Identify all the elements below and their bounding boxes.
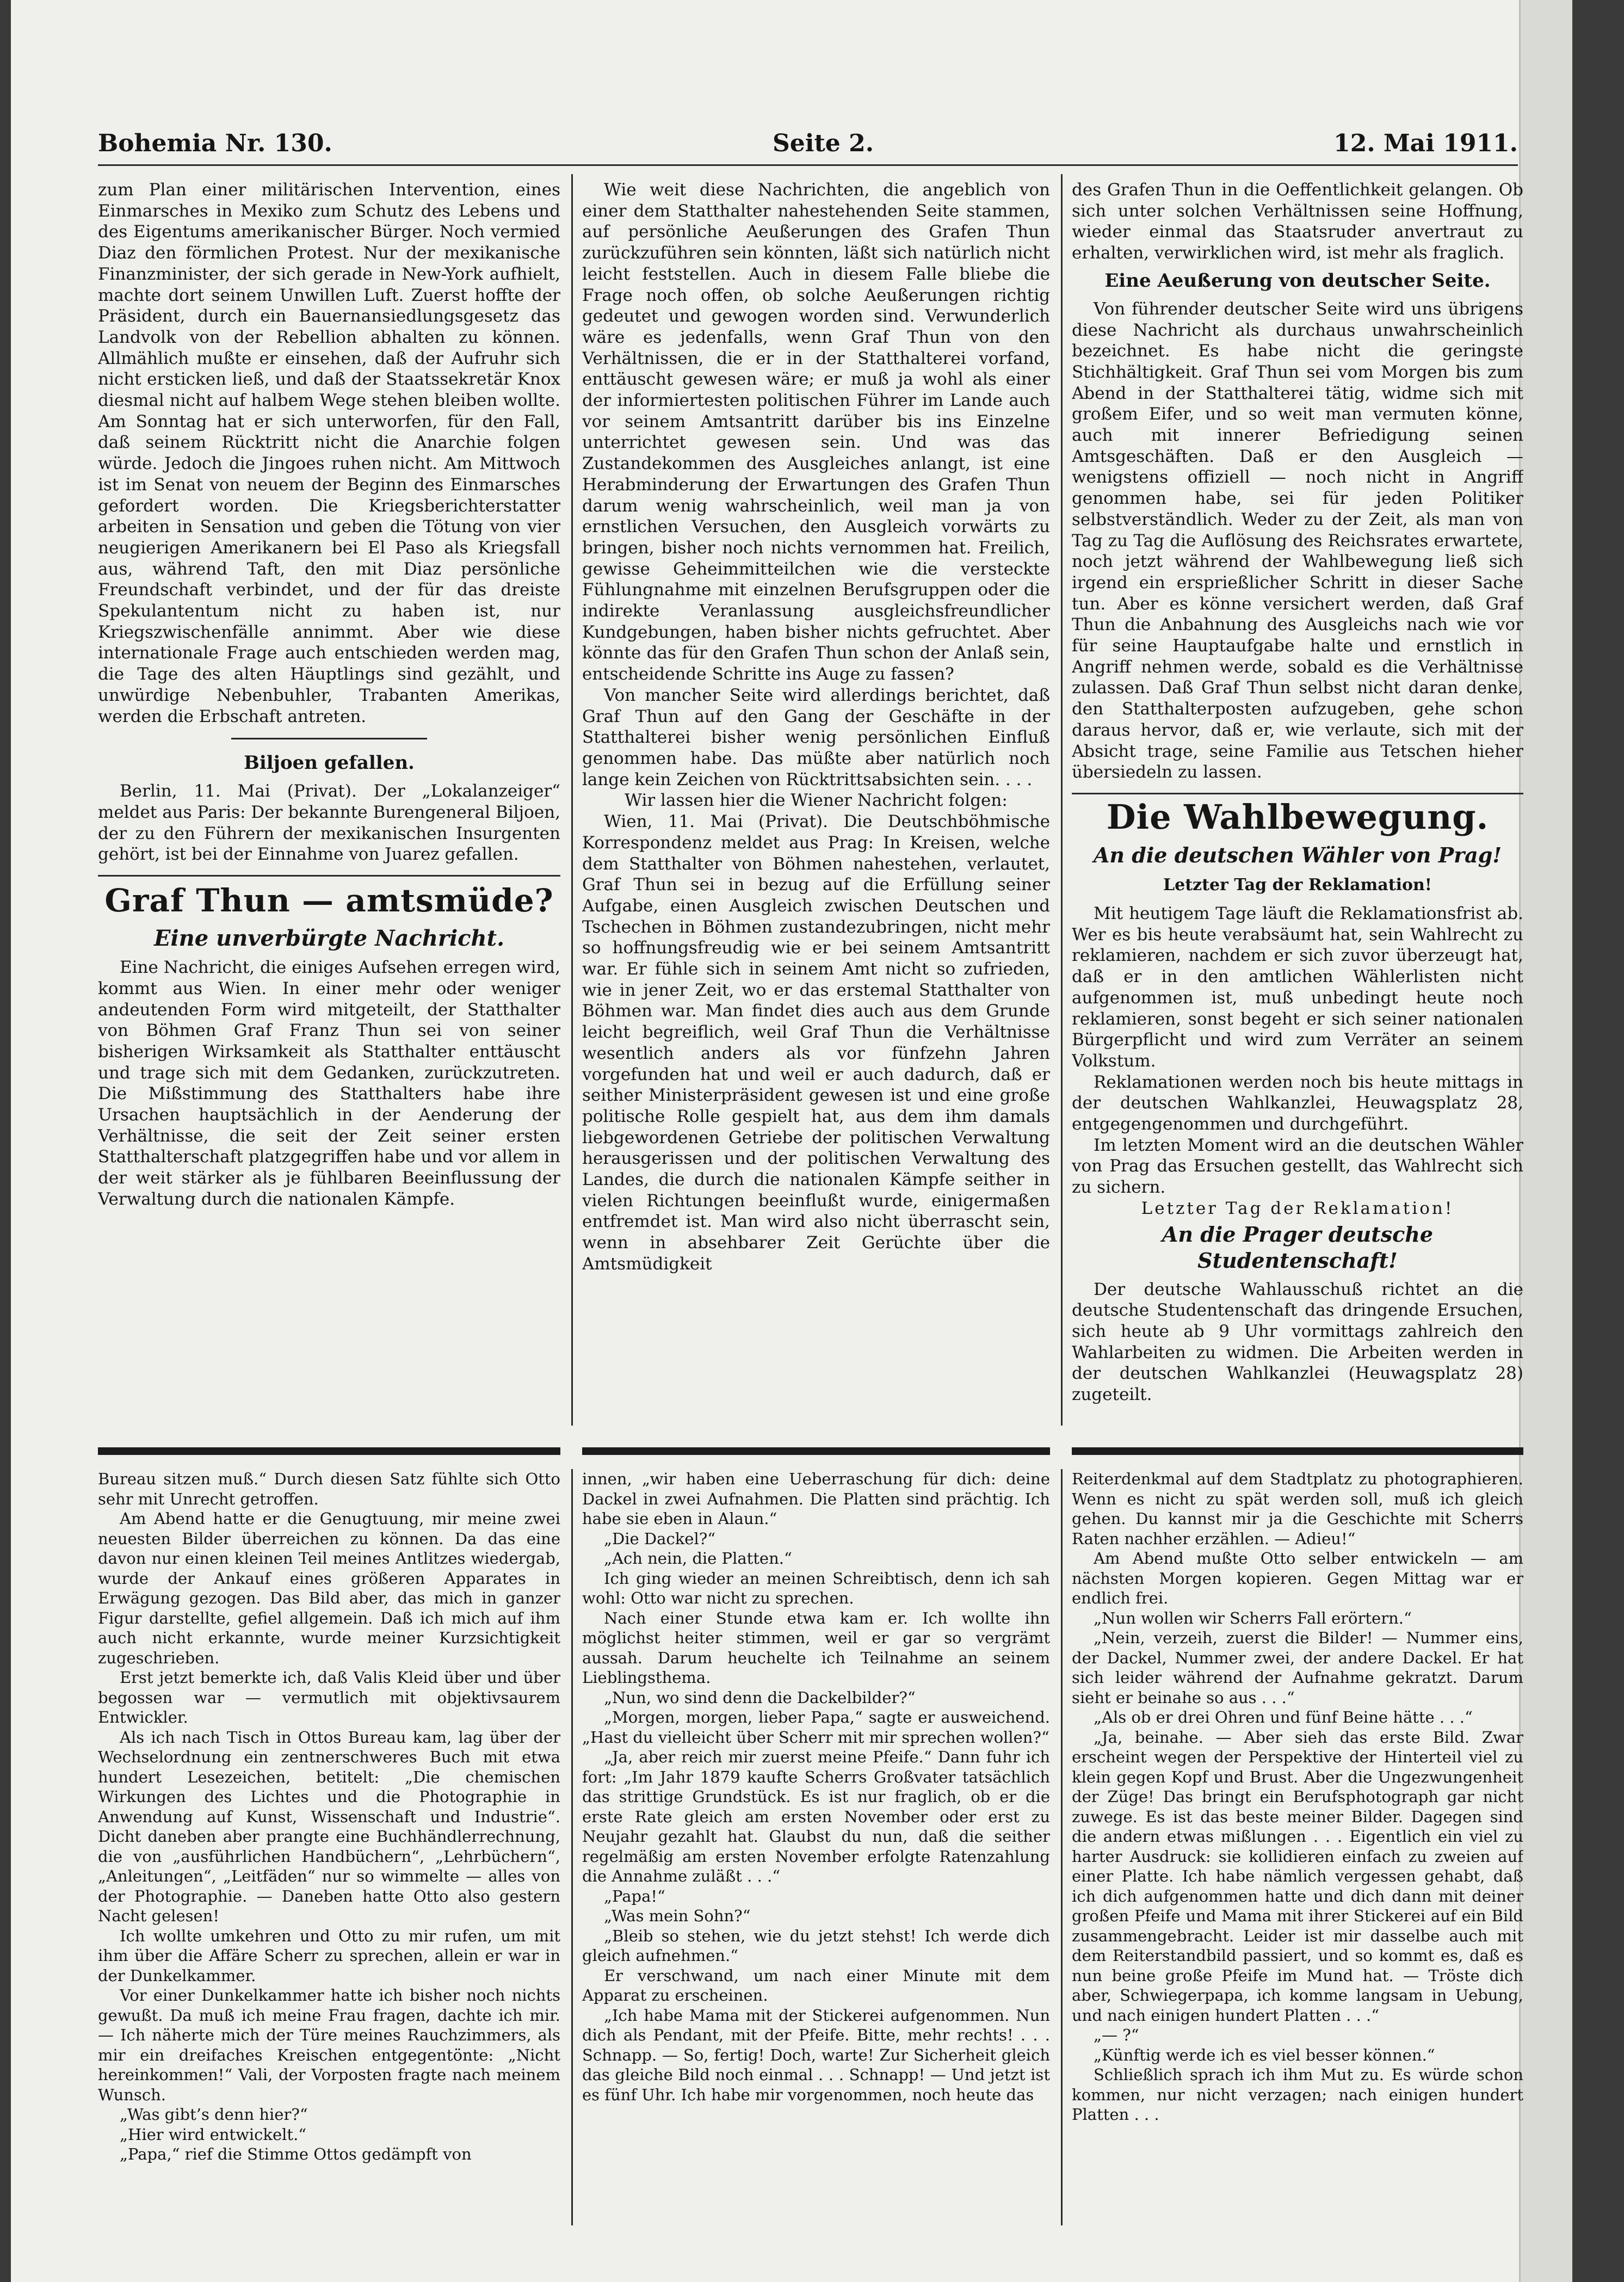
feuilleton-paragraph: „Was mein Sohn?“ xyxy=(604,1907,751,1925)
feuilleton-paragraph: „Ja, beinahe. — Aber sieh das erste Bild. Zwar erscheint wegen der Perspektive der Hinterteil viel zu klein gegen Kopf und Brust. Aber die Ungezwungenheit der Züge! Das bringt ein Berufsphotograph gar nicht zuwege. Es ist das beste meiner Bilder. Dagegen sind die andern etwas mißlungen . . . Eigentlich ein viel zu harter Ausdruck: sie kollidieren einfach zu zweien auf einer Platte. Ich habe nämlich vergessen gehabt, daß ich dich aufgenommen hatte und dich dann mit deiner großen Pfeife und Mama mit ihrer Stickerei auf ein Bild zusammengebracht. Leider ist mir dasselbe auch mit dem Reiterstandbild passiert, und so kommt es, daß es nun beine große Pfeife im Mund hat. — Tröste dich aber, Schwiegerpapa, ich komme langsam in Uebung, und nach einigen hundert Platten . . .“ xyxy=(1072,1728,1523,2025)
feuilleton-paragraph: „Nein, verzeih, zuerst die Bilder! — Nummer eins, der Dackel, Nummer zwei, der andere Dackel. Er hat sich leider während der Aufnahme gekratzt. Darum sieht er beinahe so aus . . .“ xyxy=(1072,1629,1523,1707)
feuilleton-rule xyxy=(98,1447,560,1455)
feuilleton-paragraph: „Morgen, morgen, lieber Papa,“ sagte er ausweichend. „Hast du vielleicht über Scherr mit mir sprechen wollen?“ xyxy=(582,1708,1050,1747)
column-2 xyxy=(582,180,1050,1426)
column-rule xyxy=(1061,1469,1063,2225)
section-divider xyxy=(231,738,427,739)
feuilleton-paragraph: Am Abend hatte er die Genugtuung, mir meine zwei neuesten Bilder überreichen zu können. Da das eine davon nur einen kleinen Teil meines Antlitzes wiedergab, wurde der Ankauf eines größeren Apparates in Erwägung gezogen. Das Bild aber, das mich in ganzer Figur darstellte, gefiel allgemein. Daß ich mich auf ihm auch nicht erkannte, wurde meiner Kurzsichtigkeit zugeschrieben. xyxy=(98,1509,560,1667)
section-divider xyxy=(1072,793,1523,794)
feuilleton-paragraph: „Papa,“ rief die Stimme Ottos gedämpft von xyxy=(120,2145,472,2163)
column-rule xyxy=(571,1469,573,2225)
feuilleton-paragraph: „Nun wollen wir Scherrs Fall erörtern.“ xyxy=(1094,1608,1412,1627)
feuilleton-paragraph: Reiterdenkmal auf dem Stadtplatz zu photographieren. Wenn es nicht zu spät werden soll, muß ich gleich gehen. Du kannst mir ja die Geschichte mit Scherrs Raten nachher erzählen. — Adieu!“ xyxy=(1072,1470,1523,1548)
article-headline: Graf Thun — amtsmüde? xyxy=(104,882,554,920)
feuilleton-paragraph: „Hier wird entwickelt.“ xyxy=(120,2125,307,2144)
article-text: Reklamationen werden noch bis heute mittags in der deutschen Wahlkanzlei, Heuwagsplatz 28, entgegengenommen und durchgeführt. xyxy=(1072,1072,1523,1134)
feuilleton-paragraph: „Bleib so stehen, wie du jetzt stehst! Ich werde dich gleich aufnehmen.“ xyxy=(582,1926,1050,1965)
article-text: zum Plan einer militärischen Intervention, eines Einmarsches in Mexiko zum Schutz des Lebens und des Eigentums amerikanischer Bürger. Noch vermied Diaz den förmlichen Protest. Nur der mexikanische Finanzminister, der sich gerade in New-York aufhielt, machte dort seinem Unwillen Luft. Zuerst hoffte der Präsident, durch ein Bauernansiedlungsgesetz das Landvolk von der Rebellion abhalten zu können. Allmählich mußte er einsehen, daß der Aufruhr sich nicht ersticken ließ, und daß der Staatssekretär Knox diesmal nicht auf halbem Wege stehen bleiben wollte. Am Sonntag hat er sich unterworfen, für den Fall, daß seinem Rücktritt nicht die Anarchie folgen würde. Jedoch die Jingoes ruhen nicht. Am Mittwoch ist im Senat von neuem der Beginn des Einmarsches gefordert worden. Die Kriegsberichterstatter arbeiten in Sensation und geben die Tötung von vier neugierigen Amerikanern bei El Paso als Kriegsfall aus, während Taft, den mit Diaz persönliche Freundschaft verbindet, und der für das dreiste Spekulantentum nicht zu haben ist, nur Kriegszwischenfälle annimmt. Aber wie diese internationale Frage auch entschieden werden mag, die Tage des alten Häuptlings sind gezählt, und unwürdige Nebenbuhler, Trabanten Amerikas, werden die Erbschaft antreten. xyxy=(98,180,560,726)
feuilleton-paragraph: innen, „wir haben eine Ueberraschung für dich: deine Dackel in zwei Aufnahmen. Die Platten sind prächtig. Ich habe sie eben in Alaun.“ xyxy=(582,1470,1050,1528)
section-divider xyxy=(98,875,560,877)
feuilleton-paragraph: „Ach nein, die Platten.“ xyxy=(604,1549,792,1568)
section-headline: Die Wahlbewegung. xyxy=(1106,797,1489,837)
column-rule xyxy=(1061,174,1063,1426)
section-subheadline: Letzter Tag der Reklamation! xyxy=(1163,875,1432,895)
section-subheadline: An die deutschen Wähler von Prag! xyxy=(1093,842,1502,867)
feuilleton-paragraph: Schließlich sprach ich ihm Mut zu. Es würde schon kommen, nur nicht verzagen; nach einigen hundert Platten . . . xyxy=(1072,2065,1523,2124)
column-1 xyxy=(98,180,560,1426)
feuilleton-paragraph: „Papa!“ xyxy=(604,1886,665,1905)
feuilleton-column-2 xyxy=(582,1469,1050,2225)
article-text: Von führender deutscher Seite wird uns übrigens diese Nachricht als durchaus unwahrscheinlich bezeichnet. Es habe nicht die geringste Stichhältigkeit. Graf Thun sei vom Morgen bis zum Abend in der Statthalterei tätig, widme sich mit großem Eifer, und so weit man vermuten könne, auch mit innerer Befriedigung seinen Amtsgeschäften. Daß er den Ausgleich — wenigstens offiziell — noch nicht in Angriff genommen habe, sei für jeden Politiker selbstverständlich. Weder zu der Zeit, als man von Tag zu Tag die Auflösung des Reichsrates erwartete, noch jetzt während der Wahlbewegung ließ sich irgend ein ersprießlicher Schritt in dieser Sache tun. Aber es könne versichert werden, daß Graf Thun die Anbahnung des Ausgleichs nach wie vor für seine Hauptaufgabe halte und ernstlich in Angriff nehmen werde, sobald es die Verhältnisse zulassen. Daß Graf Thun selbst nicht daran denke, den Statthalterposten aufzugeben, gehe schon daraus hervor, daß er, wie verlaute, sich mit der Absicht trage, seine Familie aus Tetschen hieher übersiedeln zu lassen. xyxy=(1072,299,1523,782)
feuilleton-paragraph: Ich ging wieder an meinen Schreibtisch, denn ich sah wohl: Otto war nicht zu sprechen. xyxy=(582,1569,1050,1607)
feuilleton-paragraph: „Nun, wo sind denn die Dackelbilder?“ xyxy=(604,1688,916,1707)
article-text: Von mancher Seite wird allerdings berichtet, daß Graf Thun auf den Gang der Geschäfte in der Statthalterei bisher wenig persönlichen Einfluß genommen habe. Das müßte aber natürlich noch lange kein Zeichen von Rücktrittsabsichten sein. . . . xyxy=(582,685,1050,790)
feuilleton-paragraph: „— ?“ xyxy=(1094,2026,1139,2044)
article-text: Im letzten Moment wird an die deutschen Wähler von Prag das Ersuchen gestellt, das Wahlrecht sich zu sichern. xyxy=(1072,1135,1523,1198)
article-text: Wien, 11. Mai (Privat). Die Deutschböhmische Korrespondenz meldet aus Prag: In Kreisen, welche dem Statthalter von Böhmen nahestehen, verlautet, Graf Thun sei in bezug auf die Erfüllung seiner Aufgabe, einen Ausgleich zwischen Deutschen und Tschechen in Böhmen zustandezubringen, nicht mehr so hoffnungsfreudig wie er bei seinem Amtsantritt war. Er fühle sich in seinem Amt nicht so zufrieden, wie in jener Zeit, wo er das erstemal Statthalter von Böhmen war. Man findet dies auch aus dem Grunde leicht begreiflich, weil Graf Thun die Verhältnisse wesentlich anders als vor fünfzehn Jahren vorgefunden hat und weil er auch dadurch, daß er seither Ministerpräsident gewesen ist und eine große politische Rolle gespielt hat, aus dem ihm damals liebgewordenen Getriebe der politischen Verwaltung herausgerissen und der politischen Verwaltung des Landes, die durch die nationalen Kämpfe seither in vielen Richtungen beeinflußt wurde, einigermaßen entfremdet ist. Man wird also nicht überrascht sein, wenn in absehbarer Zeit Gerüchte über die Amtsmüdigkeit xyxy=(582,812,1050,1274)
section-heading: Biljoen gefallen. xyxy=(244,752,415,774)
feuilleton-paragraph: Bureau sitzen muß.“ Durch diesen Satz fühlte sich Otto sehr mit Unrecht getroffen. xyxy=(98,1470,560,1508)
feuilleton-paragraph: Am Abend mußte Otto selber entwickeln — am nächsten Morgen kopieren. Gegen Mittag war er endlich frei. xyxy=(1072,1549,1523,1607)
page-header xyxy=(98,129,1518,162)
feuilleton-paragraph: „Ich habe Mama mit der Stickerei aufgenommen. Nun dich als Pendant, mit der Pfeife. Bitte, mehr rechts! . . . Schnapp. — So, fertig! Doch, warte! Zur Sicherheit gleich das gleiche Bild noch einmal . . . Schnapp! — Und jetzt ist es fünf Uhr. Ich habe mir vorgenommen, noch heute das xyxy=(582,2006,1050,2104)
article-text: Der deutsche Wahlausschuß richtet an die deutsche Studentenschaft das dringende Ersuchen, sich heute ab 9 Uhr vormittags zahlreich den Wahlarbeiten zu widmen. Die Arbeiten werden in der deutschen Wahlkanzlei (Heuwagsplatz 28) zugeteilt. xyxy=(1072,1279,1523,1405)
page-edge xyxy=(1519,0,1572,2282)
article-text: Wie weit diese Nachrichten, die angeblich von einer dem Statthalter nahestehenden Seite stammen, auf persönliche Aeußerungen des Grafen Thun zurückzuführen sein könnten, läßt sich natürlich nicht leicht feststellen. Auch in diesem Falle bliebe die Frage noch offen, ob solche Aeußerungen richtig gedeutet und gewogen worden sind. Verwunderlich wäre es jedenfalls, wenn Graf Thun von den Verhältnissen, die er in der Statthalterei vorfand, enttäuscht gewesen wäre; er muß ja wohl als einer der informiertesten politischen Führer im Lande auch vor seinem Amtsantritt darüber bis ins Einzelne unterrichtet gewesen sein. Und was das Zustandekommen des Ausgleiches anlangt, ist eine Herabminderung der Erwartungen des Grafen Thun darum wenig wahrscheinlich, weil man ja von ernstlichen Versuchen, den Ausgleich vorwärts zu bringen, bisher noch nichts vernommen hat. Freilich, gewisse Geheimmitteilchen wie die versteckte Fühlungnahme mit einzelnen Berufsgruppen oder die indirekte Veranlassung ausgleichsfreundlicher Kundgebungen, haben bisher nichts gefruchtet. Aber könnte das für den Grafen Thun schon der Anlaß sein, entscheidende Schritte ins Auge zu fassen? xyxy=(582,180,1050,684)
feuilleton-paragraph: „Künftig werde ich es viel besser können.“ xyxy=(1094,2045,1435,2064)
feuilleton-rule xyxy=(1072,1447,1523,1455)
column-3 xyxy=(1072,180,1523,1426)
feuilleton-paragraph: Nach einer Stunde etwa kam er. Ich wollte ihn möglichst heiter stimmen, weil er gar so vergrämt aussah. Darum heuchelte ich Teilnahme an seinem Lieblingsthema. xyxy=(582,1608,1050,1687)
header-page: Seite 2. xyxy=(773,129,874,157)
feuilleton-column-3 xyxy=(1072,1469,1523,2225)
article-text: Mit heutigem Tage läuft die Reklamationsfrist ab. Wer es bis heute verabsäumt hat, sein Wahlrecht zu reklamieren, nachdem er sich zuvor überzeugt hat, daß er in den amtlichen Wählerlisten nicht aufgenommen ist, muß unbedingt heute noch reklamieren, sonst begeht er sich seiner nationalen Bürgerpflicht und wird zum Verräter an seinem Volkstum. xyxy=(1072,903,1523,1071)
header-paper: Bohemia Nr. 130. xyxy=(98,129,332,157)
article-text: Letzter Tag der Reklamation! xyxy=(1141,1198,1454,1218)
feuilleton-paragraph: Er verschwand, um nach einer Minute mit dem Apparat zu erscheinen. xyxy=(582,1966,1050,2005)
header-date: 12. Mai 1911. xyxy=(1333,129,1518,157)
feuilleton-paragraph: Vor einer Dunkelkammer hatte ich bisher noch nichts gewußt. Da muß ich meine Frau fragen, dachte ich mir. — Ich näherte mich der Türe meines Rauchzimmers, als mir ein dreifaches Kreischen entgegentönte: „Nicht hereinkommen!“ Vali, der Vorposten fragte nach meinem Wunsch. xyxy=(98,1986,560,2104)
feuilleton-rule xyxy=(582,1447,1050,1455)
feuilleton-paragraph: „Als ob er drei Ohren und fünf Beine hätte . . .“ xyxy=(1094,1708,1473,1726)
article-text: Eine Nachricht, die einiges Aufsehen erregen wird, kommt aus Wien. In einer mehr oder weniger andeutenden Form wird mitgeteilt, der Statthalter von Böhmen Graf Franz Thun sei von seiner bisherigen Wirksamkeit als Statthalter enttäuscht und trage sich mit dem Gedanken, zurückzutreten. Die Mißstimmung des Statthalters habe ihre Ursachen hauptsächlich in der Aenderung der Verhältnisse, die seit der Zeit seiner ersten Statthalterschaft platzgegriffen habe und vor allem in der weit stärker als je fühlbaren Beeinflussung der Verwaltung durch die nationalen Kämpfe. xyxy=(98,958,560,1209)
article-subheadline: Eine unverbürgte Nachricht. xyxy=(153,926,505,952)
column-rule xyxy=(571,174,573,1426)
article-text: Wir lassen hier die Wiener Nachricht folgen: xyxy=(625,791,1008,811)
section-subheadline: An die Prager deutsche Studentenschaft! xyxy=(1162,1222,1434,1273)
section-heading: Eine Aeußerung von deutscher Seite. xyxy=(1104,269,1491,292)
article-text: des Grafen Thun in die Oeffentlichkeit gelangen. Ob sich unter solchen Verhältnissen seine Hoffnung, wieder einmal das Staatsruder anvertraut zu erhalten, verwirklichen wird, ist mehr als fraglich. xyxy=(1072,180,1523,263)
article-text: Berlin, 11. Mai (Privat). Der „Lokalanzeiger“ meldet aus Paris: Der bekannte Burengeneral Biljoen, der zu den Führern der mexikanischen Insurgenten gehört, ist bei der Einnahme von Juarez gefallen. xyxy=(98,781,560,865)
feuilleton-paragraph: „Die Dackel?“ xyxy=(604,1529,716,1548)
feuilleton-paragraph: Als ich nach Tisch in Ottos Bureau kam, lag über der Wechselordnung ein zentnerschweres Buch mit etwa hundert Lesezeichen, betitelt: „Die chemischen Wirkungen des Lichtes und die Photographie in Anwendung auf Kunst, Wissenschaft und Industrie“. Dicht daneben aber prangte eine Buchhändlerrechnung, die von „ausführlichen Handbüchern“, „Lehrbüchern“, „Anleitungen“, „Leitfäden“ nur so wimmelte — alles von der Photographie. — Daneben hatte Otto also gestern Nacht gelesen! xyxy=(98,1728,560,1925)
newspaper-page xyxy=(11,0,1572,2282)
feuilleton-paragraph: „Was gibt’s denn hier?“ xyxy=(120,2105,308,2124)
feuilleton-paragraph: Ich wollte umkehren und Otto zu mir rufen, um mit ihm über die Affäre Scherr zu sprechen, allein er war in der Dunkelkammer. xyxy=(98,1926,560,1985)
feuilleton-paragraph: Erst jetzt bemerkte ich, daß Valis Kleid über und über begossen war — vermutlich mit objektivsaurem Entwickler. xyxy=(98,1668,560,1726)
feuilleton-column-1 xyxy=(98,1469,560,2225)
header-rule xyxy=(98,164,1518,166)
feuilleton-paragraph: „Ja, aber reich mir zuerst meine Pfeife.“ Dann fuhr ich fort: „Im Jahr 1879 kaufte Scherrs Großvater tatsächlich das strittige Grundstück. Es ist nur fraglich, ob er die erste Rate gleich am ersten November oder erst zu Neujahr gezahlt hat. Glaubst du nun, daß die seither regelmäßig am ersten November erfolgte Ratenzahlung die Annahme zuläßt . . .“ xyxy=(582,1748,1050,1885)
